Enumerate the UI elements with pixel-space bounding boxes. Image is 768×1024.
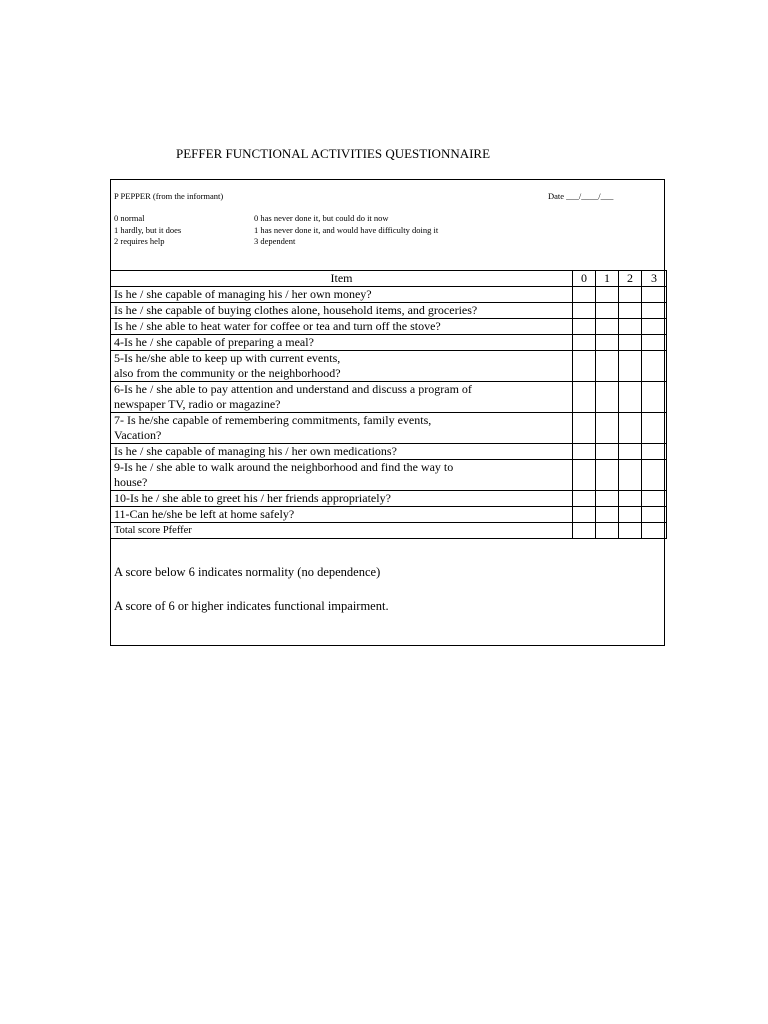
- column-header-item: Item: [111, 271, 573, 287]
- score-cell[interactable]: [619, 319, 642, 335]
- legend-item: 3 dependent: [254, 236, 296, 246]
- question-line: house?: [114, 475, 148, 489]
- score-cell[interactable]: [573, 507, 596, 523]
- score-cell[interactable]: [642, 335, 667, 351]
- scoring-legend-right: [254, 213, 438, 248]
- question-cell: [111, 444, 573, 460]
- score-cell[interactable]: [573, 319, 596, 335]
- question-line: 7- Is he/she capable of remembering commitments, family events,: [114, 413, 432, 427]
- score-cell[interactable]: [642, 319, 667, 335]
- form-header: [111, 180, 664, 271]
- score-cell[interactable]: [596, 335, 619, 351]
- informant-label: P PEPPER (from the informant): [114, 191, 224, 201]
- score-cell[interactable]: [573, 382, 596, 413]
- column-header-score-0: 0: [573, 271, 596, 287]
- score-cell[interactable]: [573, 460, 596, 491]
- scoring-legend-left: [114, 213, 181, 248]
- score-cell[interactable]: [596, 287, 619, 303]
- total-score-row: [111, 523, 667, 539]
- score-cell[interactable]: [619, 287, 642, 303]
- legend-item: 0 normal: [114, 213, 145, 223]
- column-header-score-3: 3: [642, 271, 667, 287]
- legend-item: 2 requires help: [114, 236, 165, 246]
- score-cell[interactable]: [642, 523, 667, 539]
- score-cell[interactable]: [573, 413, 596, 444]
- questionnaire-form: [110, 179, 665, 646]
- score-cell[interactable]: [642, 491, 667, 507]
- interpretation-note: [114, 564, 389, 615]
- question-line: 9-Is he / she able to walk around the neighborhood and find the way to: [114, 460, 454, 474]
- table-row: [111, 491, 667, 507]
- question-cell: [111, 351, 573, 382]
- table-row: [111, 382, 667, 413]
- question-line: 10-Is he / she able to greet his / her friends appropriately?: [114, 491, 391, 505]
- score-cell[interactable]: [619, 491, 642, 507]
- score-cell[interactable]: [642, 413, 667, 444]
- score-cell[interactable]: [642, 303, 667, 319]
- legend-item: 0 has never done it, but could do it now: [254, 213, 389, 223]
- question-cell: [111, 460, 573, 491]
- question-line: also from the community or the neighborhood?: [114, 366, 341, 380]
- score-cell[interactable]: [596, 319, 619, 335]
- question-cell: [111, 287, 573, 303]
- total-score-label: Total score Pfeffer: [111, 523, 573, 539]
- question-line: 6-Is he / she able to pay attention and understand and discuss a program of: [114, 382, 472, 396]
- question-line: Is he / she capable of managing his / her own money?: [114, 287, 372, 301]
- question-cell: [111, 491, 573, 507]
- score-cell[interactable]: [619, 303, 642, 319]
- question-cell: [111, 382, 573, 413]
- table-row: [111, 351, 667, 382]
- score-cell[interactable]: [573, 444, 596, 460]
- question-line: Is he / she capable of managing his / her own medications?: [114, 444, 397, 458]
- question-line: 11-Can he/she be left at home safely?: [114, 507, 295, 521]
- table-row: [111, 335, 667, 351]
- column-header-score-2: 2: [619, 271, 642, 287]
- score-cell[interactable]: [573, 491, 596, 507]
- score-cell[interactable]: [596, 303, 619, 319]
- score-cell[interactable]: [596, 382, 619, 413]
- score-cell[interactable]: [619, 413, 642, 444]
- date-field[interactable]: Date ___/____/___: [548, 191, 614, 201]
- page-title: PEFFER FUNCTIONAL ACTIVITIES QUESTIONNAIRE: [176, 146, 491, 161]
- table-row: [111, 444, 667, 460]
- score-cell[interactable]: [642, 460, 667, 491]
- legend-item: 1 has never done it, and would have difficulty doing it: [254, 224, 439, 235]
- score-cell[interactable]: [642, 287, 667, 303]
- question-line: 4-Is he / she capable of preparing a meal?: [114, 335, 314, 349]
- score-cell[interactable]: [619, 444, 642, 460]
- score-cell[interactable]: [642, 382, 667, 413]
- score-cell[interactable]: [573, 287, 596, 303]
- table-row: [111, 287, 667, 303]
- question-line: Is he / she able to heat water for coffee or tea and turn off the stove?: [114, 319, 441, 333]
- score-cell[interactable]: [642, 351, 667, 382]
- score-cell[interactable]: [596, 413, 619, 444]
- score-cell[interactable]: [642, 507, 667, 523]
- question-line: Is he / she capable of buying clothes alone, household items, and groceries?: [114, 303, 478, 317]
- items-table: [110, 270, 667, 539]
- score-cell[interactable]: [596, 444, 619, 460]
- question-cell: [111, 335, 573, 351]
- table-header-row: [111, 271, 667, 287]
- score-cell[interactable]: [642, 444, 667, 460]
- score-cell[interactable]: [573, 523, 596, 539]
- question-line: Vacation?: [114, 428, 162, 442]
- score-cell[interactable]: [619, 382, 642, 413]
- score-cell[interactable]: [596, 507, 619, 523]
- question-cell: [111, 303, 573, 319]
- question-line: 5-Is he/she able to keep up with current events,: [114, 351, 341, 365]
- question-cell: [111, 507, 573, 523]
- table-row: [111, 460, 667, 491]
- score-cell[interactable]: [573, 335, 596, 351]
- score-cell[interactable]: [596, 491, 619, 507]
- score-cell[interactable]: [573, 303, 596, 319]
- question-cell: [111, 413, 573, 444]
- table-row: [111, 319, 667, 335]
- question-cell: [111, 319, 573, 335]
- score-cell[interactable]: [619, 460, 642, 491]
- score-cell[interactable]: [619, 523, 642, 539]
- table-row: [111, 507, 667, 523]
- score-cell[interactable]: [619, 335, 642, 351]
- score-cell[interactable]: [596, 523, 619, 539]
- column-header-score-1: 1: [596, 271, 619, 287]
- score-cell[interactable]: [596, 460, 619, 491]
- score-cell[interactable]: [619, 351, 642, 382]
- interpretation-normal: A score below 6 indicates normality (no dependence): [114, 565, 381, 579]
- question-line: newspaper TV, radio or magazine?: [114, 397, 281, 411]
- legend-item: 1 hardly, but it does: [114, 224, 182, 235]
- table-row: [111, 413, 667, 444]
- score-cell[interactable]: [596, 351, 619, 382]
- score-cell[interactable]: [573, 351, 596, 382]
- interpretation-impairment: A score of 6 or higher indicates functional impairment.: [114, 599, 389, 613]
- score-cell[interactable]: [619, 507, 642, 523]
- table-row: [111, 303, 667, 319]
